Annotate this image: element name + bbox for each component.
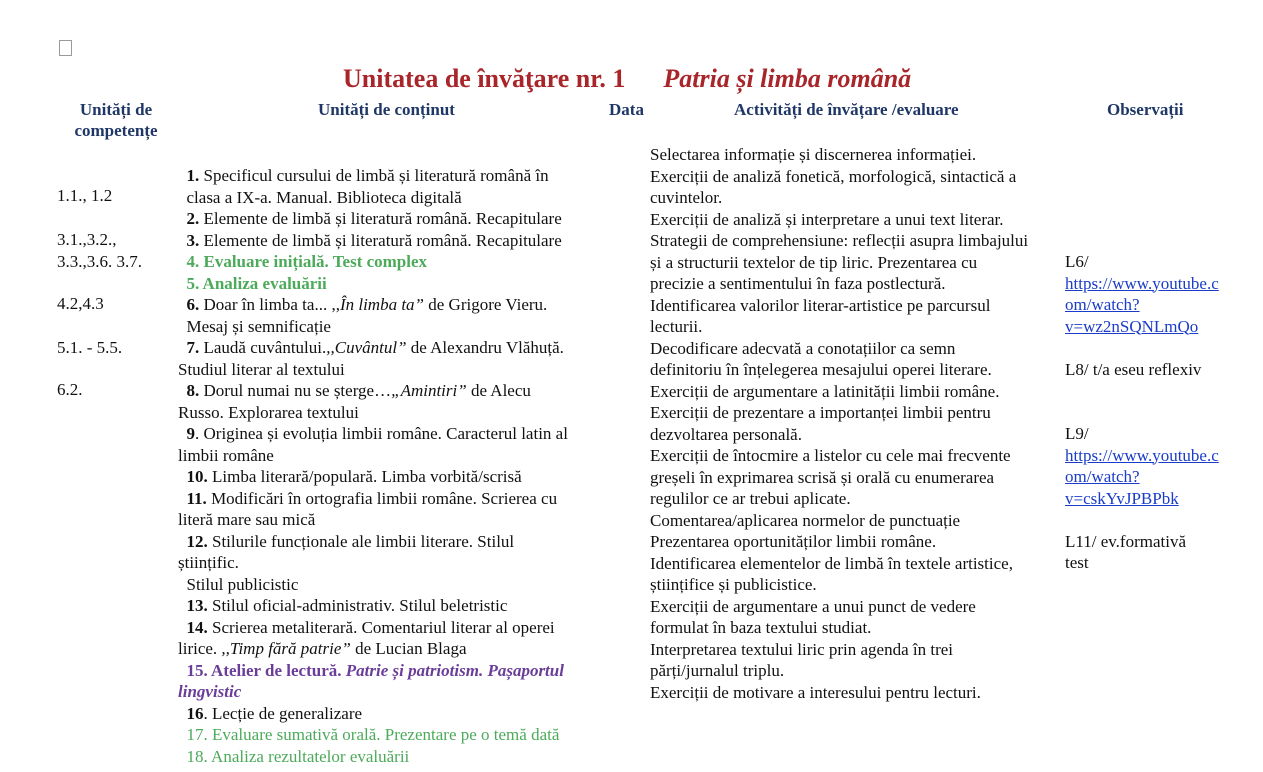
- header-observatii: Observații: [1107, 100, 1184, 119]
- activitati-list: [650, 144, 1028, 703]
- continut-line: 14. Scrierea metaliterară. Comentariul literar al operei: [186, 617, 555, 637]
- activitate-line: Exerciții de prezentare a importanței limbii pentru: [650, 403, 991, 422]
- continut-line: Russo. Explorarea textului: [178, 402, 359, 422]
- activitate-line: definitoriu în înțelegerea mesajului operei literare.: [650, 360, 992, 379]
- activitate-line: Exerciții de analiză fonetică, morfologică, sintactică a: [650, 166, 1017, 186]
- activitate-line: și a structurii textelor de tip liric. Prezentarea cu: [650, 252, 978, 272]
- continut-line: 8. Dorul numai nu se șterge…„Amintiri” de Alecu: [186, 381, 531, 400]
- activitate-line: Decodificare adecvată a conotațiilor ca semn: [650, 338, 956, 358]
- continut-line: 10. Limba literară/populară. Limba vorbită/scrisă: [186, 467, 522, 486]
- title-main: Unitatea de învăţare nr. 1: [343, 64, 626, 93]
- youtube-link-l6[interactable]: https://www.youtube.c: [1065, 273, 1219, 293]
- continut-line: literă mare sau mică: [178, 510, 316, 529]
- activitate-line: Exerciții de argumentare a latinității limbii române.: [650, 381, 1000, 401]
- activitate-line: greșeli în exprimarea scrisă și orală cu enumerarea: [650, 467, 995, 487]
- continut-line: 12. Stilurile funcționale ale limbii literare. Stilul: [186, 531, 515, 551]
- continut-line: 18. Analiza rezultatelor evaluării: [186, 746, 410, 766]
- continut-line: lingvistic: [178, 682, 242, 701]
- activitate-line: Interpretarea textului liric prin agenda în trei: [650, 639, 954, 659]
- activitate-line: Identificarea valorilor literar-artistice pe parcursul: [650, 295, 991, 315]
- header-competente: Unități de competențe: [74, 100, 158, 140]
- continut-line: 16. Lecție de generalizare: [186, 703, 363, 723]
- continut-line: 11. Modificări în ortografia limbii române. Scrierea cu: [186, 488, 558, 508]
- activitate-line: Strategii de comprehensiune: reflecții asupra limbajului: [650, 231, 1029, 250]
- continut-line: Studiul literar al textului: [178, 359, 345, 379]
- continut-line: clasa a IX-a. Manual. Biblioteca digitală: [186, 187, 462, 207]
- continut-line: Stilul publicistic: [186, 574, 299, 594]
- activitate-line: precizie a sentimentului în faza postlectură.: [650, 274, 946, 293]
- youtube-link-l6[interactable]: om/watch?: [1065, 295, 1140, 314]
- activitate-line: părți/jurnalul triplu.: [650, 661, 785, 680]
- page-title: [343, 64, 911, 94]
- activitate-line: cuvintelor.: [650, 188, 723, 207]
- competenta-item: 5.1. - 5.5.: [57, 338, 123, 357]
- competenta-item: 4.2,4.3: [57, 294, 104, 313]
- youtube-link-l9[interactable]: om/watch?: [1065, 467, 1140, 486]
- competenta-item: 3.1.,3.2.,: [57, 230, 117, 249]
- activitate-line: Exerciții de analiză și interpretare a unui text literar.: [650, 209, 1004, 229]
- continut-line: 13. Stilul oficial-administrativ. Stilul beletristic: [186, 596, 508, 615]
- continut-line: Mesaj și semnificație: [186, 316, 331, 336]
- header-data: Data: [609, 100, 644, 119]
- continut-line: 3. Elemente de limbă și literatură română. Recapitulare: [186, 230, 562, 250]
- competenta-item: 1.1., 1.2: [57, 186, 113, 205]
- header-continut: Unități de conținut: [318, 100, 455, 119]
- competenta-item: 6.2.: [57, 380, 83, 399]
- checkbox-icon[interactable]: [59, 40, 72, 56]
- activitate-line: formulat în baza textului studiat.: [650, 618, 872, 637]
- youtube-link-l6[interactable]: v=wz2nSQNLmQo: [1065, 316, 1199, 336]
- observatie-l8: L8/ t/a eseu reflexiv: [1065, 359, 1202, 379]
- continut-line: 2. Elemente de limbă și literatură română. Recapitulare: [186, 209, 562, 228]
- activitate-line: lecturii.: [650, 317, 703, 336]
- observatie-l11: L11/ ev.formativă: [1065, 531, 1187, 551]
- observatie-l9: L9/: [1065, 424, 1089, 443]
- activitate-line: Comentarea/aplicarea normelor de punctuație: [650, 510, 961, 530]
- activitate-line: științifice și publicistice.: [650, 575, 817, 594]
- observatie-l6: L6/: [1065, 252, 1089, 271]
- youtube-link-l9[interactable]: https://www.youtube.c: [1065, 445, 1219, 465]
- continut-line: 1. Specificul cursului de limbă și literatură română în: [186, 166, 549, 185]
- activitate-line: regulilor ce ar trebui aplicate.: [650, 489, 851, 508]
- continut-list: [178, 165, 568, 767]
- observatii-list: [1065, 251, 1219, 574]
- continut-line: 7. Laudă cuvântului.,,Cuvântul” de Alexandru Vlăhuță.: [186, 338, 564, 357]
- activitate-line: Prezentarea oportunităților limbii române.: [650, 532, 937, 551]
- continut-line: 6. Doar în limba ta... ,,În limba ta” de Grigore Vieru.: [186, 295, 548, 314]
- title-sub: Patria și limba română: [663, 64, 912, 93]
- observatie-test: test: [1065, 553, 1089, 572]
- activitate-line: Exerciții de argumentare a unui punct de vedere: [650, 596, 976, 616]
- continut-line: 9. Originea și evoluția limbii române. Caracterul latin al: [186, 424, 568, 443]
- continut-line: 4. Evaluare inițială. Test complex: [186, 252, 428, 271]
- continut-line: lirice. ,,Timp fără patrie” de Lucian Blaga: [178, 639, 467, 658]
- continut-line: 17. Evaluare sumativă orală. Prezentare pe o temă dată: [186, 725, 560, 744]
- activitate-line: Exerciții de motivare a interesului pentru lecturi.: [650, 682, 981, 702]
- continut-line: 15. Atelier de lectură. Patrie și patriotism. Pașaportul: [186, 660, 564, 680]
- activitate-line: Exerciții de întocmire a listelor cu cele mai frecvente: [650, 446, 1011, 465]
- continut-line: 5. Analiza evaluării: [186, 273, 327, 293]
- activitate-line: dezvoltarea personală.: [650, 424, 802, 444]
- youtube-link-l9[interactable]: v=cskYvJPBPbk: [1065, 488, 1179, 508]
- continut-line: științific.: [178, 553, 239, 572]
- continut-line: limbii române: [178, 445, 274, 465]
- competenta-item: 3.3.,3.6. 3.7.: [57, 252, 142, 271]
- activitate-line: Identificarea elementelor de limbă în textele artistice,: [650, 553, 1013, 573]
- activitate-line: Selectarea informație și discernerea informației.: [650, 145, 977, 164]
- header-activitati: Activități de învățare /evaluare: [734, 100, 959, 119]
